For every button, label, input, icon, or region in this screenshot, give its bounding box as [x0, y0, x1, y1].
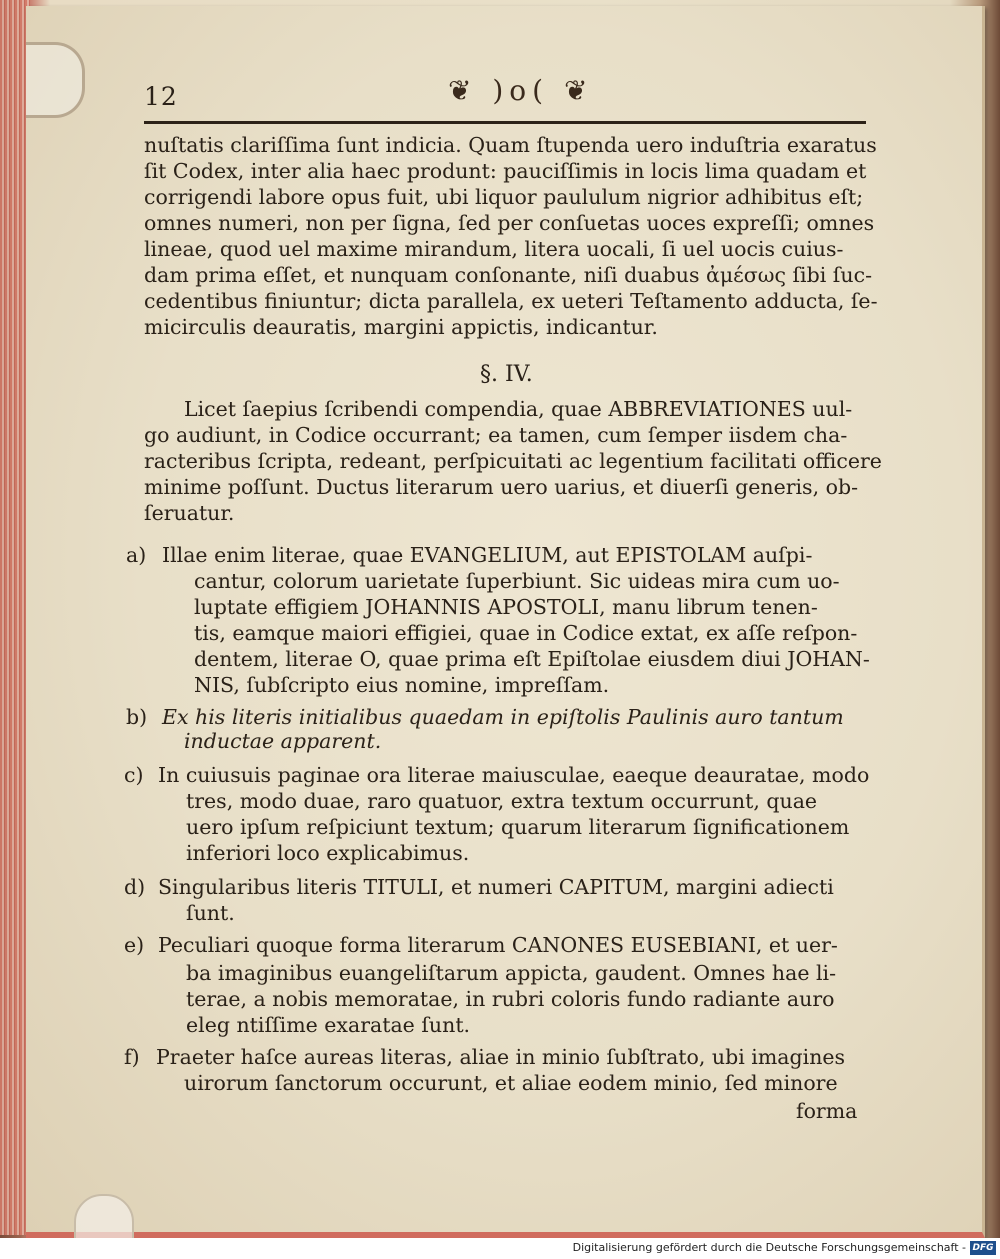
list-item-line: NIS, ſubſcripto eius nomine, impreſſam. — [194, 673, 610, 697]
header-rule — [144, 121, 866, 124]
list-item-line: dentem, literae O, quae prima eſt Epiſtolae eiusdem diui JOHAN- — [194, 647, 870, 671]
list-item-label: e) — [124, 933, 145, 957]
list-item-line: ſunt. — [186, 901, 235, 925]
body-line: corrigendi labore opus fuit, ubi liquor paululum nigrior adhibitus eſt; — [144, 185, 864, 209]
dfg-logo-icon: DFG — [970, 1241, 996, 1255]
section-line: racteribus ſcripta, redeant, perſpicuitati ac legentium facilitati officere — [144, 449, 882, 473]
list-item-line: Ex his literis initialibus quaedam in epiſtolis Paulinis auro tantum — [162, 705, 844, 729]
body-line: omnes numeri, non per ſigna, ſed per conſuetas uoces expreſſi; omnes — [144, 211, 875, 235]
section-heading: §. IV. — [480, 362, 533, 387]
section-line: go audiunt, in Codice occurrant; ea tamen, cum ſemper iisdem cha- — [144, 423, 848, 447]
body-line: nuſtatis clariſſima ſunt indicia. Quam ſtupenda uero induſtria exaratus — [144, 133, 877, 157]
header-ornament: ❦ )o( ❦ — [448, 74, 594, 107]
clip-top — [26, 42, 85, 118]
list-item-line: Praeter haſce aureas literas, aliae in minio ſubſtrato, ubi imagines — [156, 1045, 846, 1069]
list-item-line: eleg ntiſſime exaratae ſunt. — [186, 1013, 471, 1037]
list-item-line: Peculiari quoque forma literarum CANONES EUSEBIANI, et uer- — [158, 933, 838, 957]
list-item-label: d) — [124, 875, 146, 899]
body-line: dam prima eſſet, et nunquam conſonante, niſi duabus ἀμέσως ſibi ſuc- — [144, 263, 873, 287]
list-item-line: inductae apparent. — [184, 729, 382, 753]
list-item-label: a) — [126, 543, 147, 567]
list-item-line: uero ipſum reſpiciunt textum; quarum literarum ſignificationem — [186, 815, 850, 839]
list-item-line: tis, eamque maiori effigiei, quae in Codice extat, ex aſſe reſpon- — [194, 621, 858, 645]
list-item-label: c) — [124, 763, 144, 787]
body-line: micirculis deauratis, margini appictis, indicantur. — [144, 315, 658, 339]
body-line: cedentibus finiuntur; dicta parallela, ex ueteri Teſtamento adducta, ſe- — [144, 289, 878, 313]
list-item-line: inferiori loco explicabimus. — [186, 841, 470, 865]
section-line: minime poſſunt. Ductus literarum uero uarius, et diuerſi generis, ob- — [144, 475, 858, 499]
catchword: forma — [796, 1099, 858, 1123]
page-number: 12 — [144, 82, 178, 111]
list-item-line: In cuiusuis paginae ora literae maiusculae, eaeque deauratae, modo — [158, 763, 870, 787]
body-line: ſit Codex, inter alia haec produnt: pauciſſimis in locis lima quadam et — [144, 159, 867, 183]
footer-credit: Digitalisierung gefördert durch die Deutsche Forschungsgemeinschaft - — [572, 1241, 966, 1254]
list-item-line: terae, a nobis memoratae, in rubri coloris fundo radiante auro — [186, 987, 835, 1011]
list-item-line: ba imaginibus euangeliſtarum appicta, gaudent. Omnes hae li- — [186, 961, 837, 985]
page-header — [144, 74, 864, 118]
body-line: lineae, quod uel maxime mirandum, litera uocali, ſi uel uocis cuius- — [144, 237, 844, 261]
section-line: Licet ſaepius ſcribendi compendia, quae ABBREVIATIONES uul- — [184, 397, 853, 421]
list-item-line: tres, modo duae, raro quatuor, extra textum occurrunt, quae — [186, 789, 818, 813]
list-item-line: Illae enim literae, quae EVANGELIUM, aut EPISTOLAM auſpi- — [162, 543, 813, 567]
list-item-label: b) — [126, 705, 148, 729]
list-item-label: f) — [124, 1045, 140, 1069]
list-item-line: Singularibus literis TITULI, et numeri CAPITUM, margini adiecti — [158, 875, 834, 899]
list-item-line: cantur, colorum uarietate ſuperbiunt. Sic uideas mira cum uo- — [194, 569, 840, 593]
section-line: ſeruatur. — [144, 501, 235, 525]
list-item-line: luptate effigiem JOHANNIS APOSTOLI, manu librum tenen- — [194, 595, 818, 619]
list-item-line: uirorum ſanctorum occurunt, et aliae eodem minio, ſed minore — [184, 1071, 838, 1095]
digitization-footer — [0, 1238, 1000, 1259]
